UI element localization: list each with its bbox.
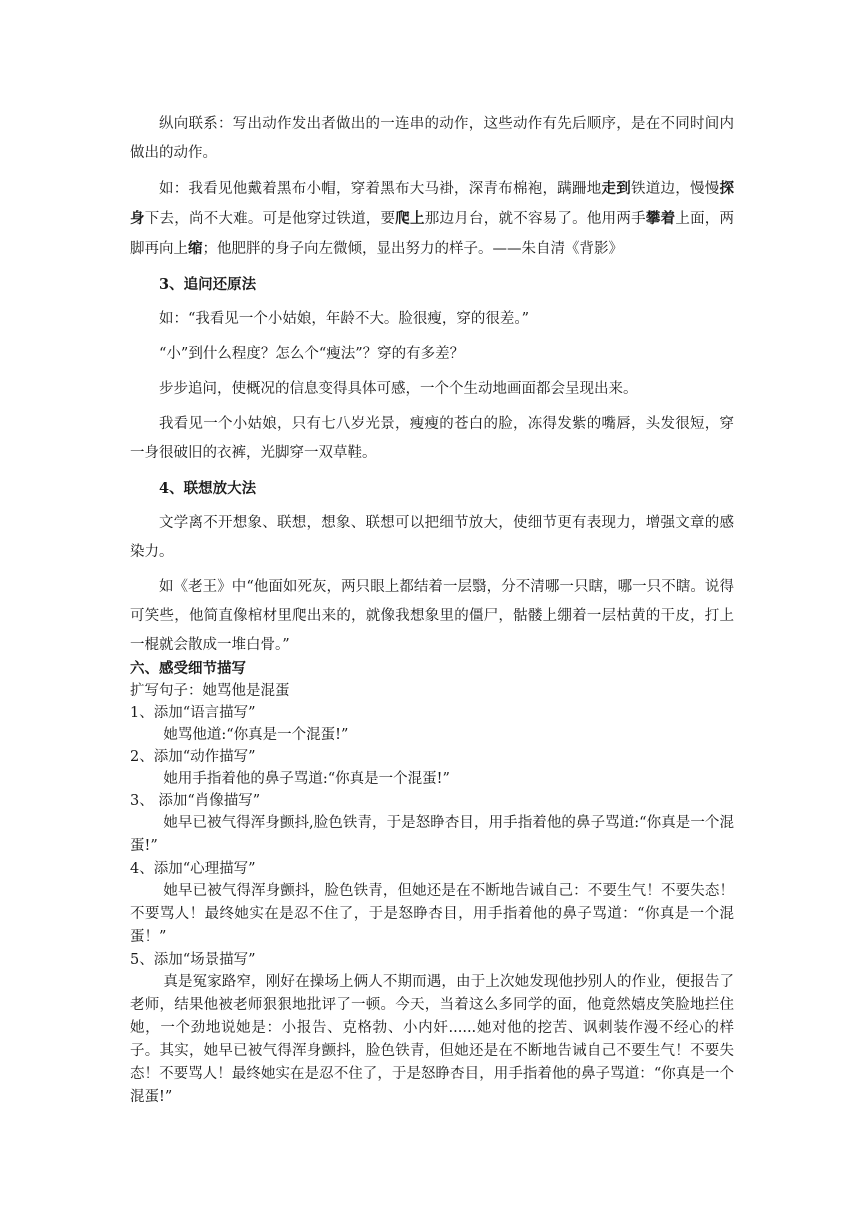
explanation-paragraph: 步步追问，使概况的信息变得具体可感，一个个生动地画面都会呈现出来。 [159, 381, 638, 397]
expanded-girl-paragraph: 我看见一个小姑娘，只有七八岁光景，瘦瘦的苍白的脸，冻得发紫的嘴唇，头发很短，穿一身很破旧的衣裤，光脚穿一双草鞋。 [130, 416, 734, 461]
step-5-example: 真是冤家路窄，刚好在操场上俩人不期而遇，由于上次她发现他抄别人的作业，便报告了老师，结果他被老师狠狠地批评了一顿。今天，当着这么多同学的面，他竟然嬉皮笑脸地拦住她，一个劲地说她是：小报告、克格勃、小内奸......她对他的挖苦、讽刺装作漫不经心的样子。其实，她早已被气得浑身颤抖，脸色铁青，但她还是在不断地告诫自己不要生气！不要失态！不要骂人！最终她实在是忍不住了，于是怒睁杏目，用手指着他的鼻子骂道：“你真是一个混蛋!” [130, 974, 734, 1105]
section-six-title: 六、感受细节描写 [130, 660, 246, 677]
verb-emphasis: 缩 [188, 240, 203, 257]
example-girl-paragraph: 如：“我看见一个小姑娘，年龄不大。脸很瘦，穿的很差。” [159, 311, 530, 327]
step-1-example: 她骂他道:“你真是一个混蛋!” [163, 727, 349, 743]
step-5-heading: 5、添加“场景描写” [130, 952, 256, 968]
verb-emphasis: 爬上 [395, 210, 425, 227]
detail-methods-section [130, 110, 734, 666]
beiying-example-paragraph: 如：我看见他戴着黑布小帽，穿着黑布大马褂，深青布棉袍，蹒跚地走到铁道边，慢慢探身下去，尚不大难。可是他穿过铁道，要爬上那边月台，就不容易了。他用两手攀着上面，两脚再向上缩；他肥胖的身子向左微倾，显出努力的样子。——朱自清《背影》 [130, 180, 735, 257]
method-3-heading: 3、追问还原法 [159, 276, 257, 293]
feel-detail-section [130, 658, 734, 1109]
verb-emphasis: 攀着 [645, 210, 676, 227]
laowang-example-paragraph: 如《老王》中“他面如死灰，两只眼上都结着一层翳，分不清哪一只瞎，哪一只不瞎。说得可笑些，他简直像棺材里爬出来的，就像我想象里的僵尸，骷髅上绷着一层枯黄的干皮，打上一棍就会散成一堆白骨。” [130, 579, 734, 653]
expand-sentence-intro: 扩写句子：她骂他是混蛋 [130, 683, 290, 699]
step-2-example: 她用手指着他的鼻子骂道:“你真是一个混蛋!” [163, 771, 450, 787]
step-4-example: 她早已被气得浑身颤抖，脸色铁青，但她还是在不断地告诫自己：不要生气！不要失态！不要骂人！最终她实在是忍不住了，于是怒睁杏目，用手指着他的鼻子骂道：“你真是一个混蛋！” [130, 883, 734, 945]
step-4-heading: 4、添加“心理描写” [130, 861, 256, 877]
step-2-heading: 2、添加“动作描写” [130, 749, 256, 765]
imagination-paragraph: 文学离不开想象、联想，想象、联想可以把细节放大，使细节更有表现力，增强文章的感染力。 [130, 515, 734, 560]
verb-emphasis: 探身 [130, 180, 734, 227]
step-3-heading: 3、 添加“肖像描写” [130, 793, 261, 809]
step-1-heading: 1、添加“语言描写” [130, 705, 256, 721]
step-3-example: 她早已被气得浑身颤抖,脸色铁青，于是怒睁杏目，用手指着他的鼻子骂道:“你真是一个混蛋!” [130, 815, 734, 854]
vertical-link-paragraph: 纵向联系：写出动作发出者做出的一连串的动作，这些动作有先后顺序，是在不同时间内做出的动作。 [130, 116, 734, 161]
verb-emphasis: 走到 [601, 180, 631, 197]
method-4-heading: 4、联想放大法 [159, 480, 257, 497]
question-paragraph: “小”到什么程度？怎么个“瘦法”？穿的有多差？ [159, 346, 465, 362]
